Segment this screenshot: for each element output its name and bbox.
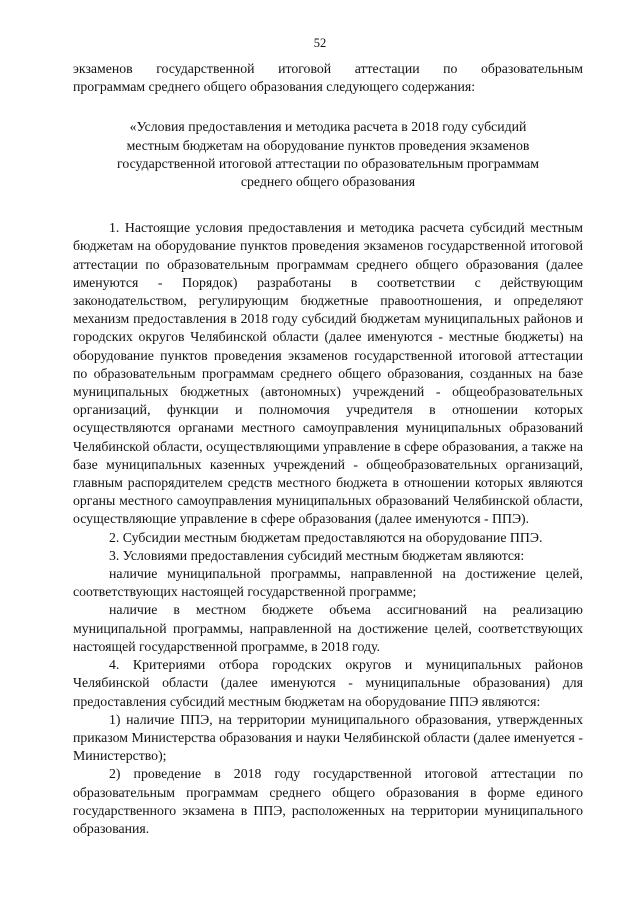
intro-line-2: программам среднего общего образования следующего содержания: <box>73 79 476 95</box>
page-number: 52 <box>313 36 327 50</box>
section-title <box>73 118 583 191</box>
intro-text <box>73 60 583 96</box>
title-line-1: «Условия предоставления и методика расчета в 2018 году субсидий <box>129 119 527 135</box>
paragraph-3: 3. Условиями предоставления субсидий местным бюджетам являются: <box>109 547 525 563</box>
paragraph-3-condition-1: наличие муниципальной программы, направленной на достижение целей, соответствующих настоящей государственной программе; <box>73 566 583 600</box>
paragraph-1: 1. Настоящие условия предоставления и методика расчета субсидий местным бюджетам на оборудование пунктов проведения экзаменов государственной итоговой аттестации по образовательным программам среднего общего образования (далее именуются - Порядок) разработаны в соответствии с действующим законодательством, регулирующим бюджетные правоотношения, и определяют механизм предоставления в 2018 году субсидий бюджетам муниципальных районов и городских округов Челябинской области (далее именуются - местные бюджеты) на оборудование пунктов проведения экзаменов государственной итоговой аттестации по образовательным программам среднего общего образования, созданных на базе муниципальных бюджетных (автономных) учреждений - общеобразовательных организаций, функции и полномочия учредителя в отношении которых осуществляются органами местного самоуправления муниципальных образований Челябинской области, осуществляющими управление в сфере образования, а также на базе муниципальных казенных учреждений - общеобразовательных организаций, главным распорядителем средств местного бюджета в отношении которых являются органы местного самоуправления муниципальных образований Челябинской области, осуществляющие управление в сфере образования (далее именуются - ППЭ). <box>73 220 583 527</box>
paragraph-4: 4. Критериями отбора городских округов и муниципальных районов Челябинской области (далее именуются - муниципальные образования) для предоставления субсидий местным бюджетам на оборудование ППЭ являются: <box>73 657 583 709</box>
paragraph-4-criterion-2: 2) проведение в 2018 году государственной итоговой аттестации по образовательным программам среднего общего образования в форме единого государственного экзамена в ППЭ, расположенных на территории муниципального образования. <box>73 766 583 836</box>
title-line-2: местным бюджетам на оборудование пунктов проведения экзаменов <box>126 137 530 153</box>
paragraph-4-criterion-1: 1) наличие ППЭ, на территории муниципального образования, утвержденных приказом Министерства образования и науки Челябинской области (далее именуется - Министерство); <box>73 711 583 764</box>
paragraph-3-condition-2: наличие в местном бюджете объема ассигнований на реализацию муниципальной программы, направленной на достижение целей, соответствующих настоящей государственной программе, в 2018 году. <box>73 602 583 654</box>
title-line-3: государственной итоговой аттестации по образовательным программам <box>117 155 539 171</box>
paragraph-2: 2. Субсидии местным бюджетам предоставляются на оборудование ППЭ. <box>109 529 543 545</box>
document-body <box>73 60 583 838</box>
title-line-4: среднего общего образования <box>240 174 416 190</box>
intro-line-1: экзаменов государственной итоговой аттестации по образовательным <box>73 61 583 76</box>
